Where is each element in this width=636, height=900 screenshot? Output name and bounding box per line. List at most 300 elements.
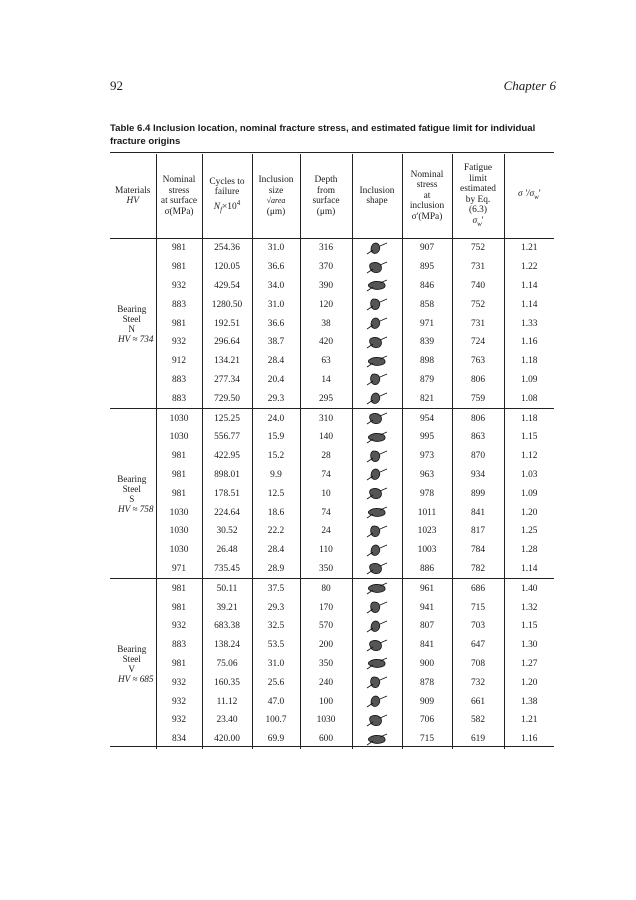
nominal-stress-cell: 932 [156,692,202,711]
inclusion-shape-icon [352,447,402,466]
table-top-rule [110,152,554,153]
table-label: Table 6.4 [110,123,151,134]
table-row [110,522,554,541]
inclusion-shape-icon [352,541,402,560]
fatigue-limit-cell: 724 [452,333,504,352]
nominal-stress-cell: 981 [156,579,202,598]
inclusion-sketch-icon [366,316,388,331]
inclusion-sketch-icon [366,713,388,728]
depth-cell: 140 [300,428,352,447]
table-row [110,484,554,503]
col-nominal-stress: Nominal stress at surface σ(MPa) [156,154,202,239]
nominal-stress-inclusion-cell: 841 [402,636,452,655]
fatigue-limit-cell: 731 [452,314,504,333]
inclusion-sketch-icon [366,675,388,690]
nominal-stress-cell: 981 [156,655,202,674]
cycles-cell: 134.21 [202,352,252,371]
material-label: HV ≈ 758 [118,503,154,514]
depth-cell: 63 [300,352,352,371]
ratio-cell: 1.14 [504,277,554,296]
fatigue-limit-cell: 784 [452,541,504,560]
inclusion-sketch-icon [366,335,388,350]
table-row [110,389,554,408]
inclusion-sketch-icon [366,581,388,596]
depth-cell: 10 [300,484,352,503]
inclusion-sketch-icon [366,297,388,312]
fatigue-limit-cell: 740 [452,277,504,296]
nominal-stress-cell: 1030 [156,503,202,522]
nominal-stress-inclusion-cell: 941 [402,598,452,617]
table-row [110,371,554,390]
inclusion-sketch-icon [366,467,388,482]
ratio-cell: 1.14 [504,560,554,579]
table-row [110,333,554,352]
table-row [110,560,554,579]
depth-cell: 110 [300,541,352,560]
inclusion-sketch-icon [366,694,388,709]
inclusion-size-cell: 37.5 [252,579,300,598]
table-row [110,409,554,428]
fatigue-limit-cell: 863 [452,428,504,447]
ratio-cell: 1.21 [504,239,554,258]
inclusion-shape-icon [352,466,402,485]
col-ratio: σ '$/\sigma_w$' [504,154,554,239]
inclusion-shape-icon [352,428,402,447]
inclusion-size-cell: 36.6 [252,258,300,277]
nominal-stress-inclusion-cell: 898 [402,352,452,371]
inclusion-shape-icon [352,258,402,277]
cycles-cell: 178.51 [202,484,252,503]
inclusion-sketch-icon [366,449,388,464]
depth-cell: 28 [300,447,352,466]
nominal-stress-inclusion-cell: 1003 [402,541,452,560]
fatigue-limit-cell: 763 [452,352,504,371]
inclusion-sketch-icon [366,505,388,520]
ratio-cell: 1.16 [504,333,554,352]
inclusion-size-cell: 69.9 [252,730,300,749]
inclusion-shape-icon [352,333,402,352]
fatigue-limit-cell: 934 [452,466,504,485]
nominal-stress-inclusion-cell: 978 [402,484,452,503]
inclusion-sketch-icon [366,524,388,539]
nominal-stress-cell: 932 [156,711,202,730]
nominal-stress-cell: 932 [156,617,202,636]
nominal-stress-inclusion-cell: 909 [402,692,452,711]
nominal-stress-cell: 883 [156,636,202,655]
fatigue-limit-cell: 752 [452,239,504,258]
nominal-stress-inclusion-cell: 954 [402,409,452,428]
inclusion-sketch-icon [366,732,388,747]
inclusion-shape-icon [352,522,402,541]
ratio-cell: 1.27 [504,655,554,674]
fatigue-limit-cell: 686 [452,579,504,598]
table-row [110,352,554,371]
fatigue-limit-cell: 619 [452,730,504,749]
nominal-stress-inclusion-cell: 907 [402,239,452,258]
depth-cell: 420 [300,333,352,352]
ratio-cell: 1.33 [504,314,554,333]
cycles-cell: 50.11 [202,579,252,598]
inclusion-sketch-icon [366,619,388,634]
inclusion-shape-icon [352,503,402,522]
table-row [110,314,554,333]
depth-cell: 200 [300,636,352,655]
depth-cell: 310 [300,409,352,428]
ratio-cell: 1.16 [504,730,554,749]
cycles-cell: 1280.50 [202,295,252,314]
inclusion-sketch-icon [366,486,388,501]
depth-cell: 38 [300,314,352,333]
inclusion-shape-icon [352,579,402,598]
chapter-title: Chapter 6 [503,78,556,93]
inclusion-sketch-icon [366,638,388,653]
inclusion-size-cell: 31.0 [252,655,300,674]
col-inclusion-shape: Inclusion shape [352,154,402,239]
inclusion-shape-icon [352,239,402,258]
inclusion-table [110,154,554,749]
cycles-cell: 26.48 [202,541,252,560]
nominal-stress-cell: 1030 [156,428,202,447]
nominal-stress-inclusion-cell: 963 [402,466,452,485]
col-nominal-stress-inclusion: Nominal stress at inclusion σ'(MPa) [402,154,452,239]
ratio-cell: 1.21 [504,711,554,730]
cycles-cell: 120.05 [202,258,252,277]
inclusion-shape-icon [352,409,402,428]
inclusion-shape-icon [352,673,402,692]
depth-cell: 370 [300,258,352,277]
fatigue-limit-cell: 732 [452,673,504,692]
inclusion-sketch-icon [366,561,388,576]
depth-cell: 24 [300,522,352,541]
material-cell [110,579,156,749]
fatigue-limit-cell: 899 [452,484,504,503]
material-label: N [128,323,136,334]
depth-cell: 316 [300,239,352,258]
nominal-stress-cell: 1030 [156,541,202,560]
depth-cell: 1030 [300,711,352,730]
table-row [110,673,554,692]
cycles-cell: 422.95 [202,447,252,466]
inclusion-shape-icon [352,655,402,674]
inclusion-size-cell: 100.7 [252,711,300,730]
table-row [110,295,554,314]
table-row [110,692,554,711]
inclusion-size-cell: 31.0 [252,239,300,258]
inclusion-size-cell: 53.5 [252,636,300,655]
nominal-stress-inclusion-cell: 973 [402,447,452,466]
fatigue-limit-cell: 715 [452,598,504,617]
ratio-cell: 1.22 [504,258,554,277]
fatigue-limit-cell: 817 [452,522,504,541]
nominal-stress-cell: 932 [156,333,202,352]
col-fatigue-limit: Fatigue limit estimated by Eq. (6.3) $\sigma_w'$ [452,154,504,239]
table-caption-text: Inclusion location, nominal fracture stress, and estimated fatigue limit for individual fracture origins [110,123,536,147]
depth-cell: 240 [300,673,352,692]
cycles-cell: 75.06 [202,655,252,674]
depth-cell: 14 [300,371,352,390]
nominal-stress-inclusion-cell: 839 [402,333,452,352]
depth-cell: 570 [300,617,352,636]
table-bottom-rule [110,746,554,747]
col-cycles: Cycles to failure $N_f\times 10^4$ [202,154,252,239]
inclusion-size-cell: 32.5 [252,617,300,636]
table-row [110,277,554,296]
material-cell [110,239,156,409]
nominal-stress-inclusion-cell: 821 [402,389,452,408]
ratio-cell: 1.08 [504,389,554,408]
material-label: Steel [122,313,141,324]
inclusion-shape-icon [352,371,402,390]
table-row [110,447,554,466]
nominal-stress-cell: 912 [156,352,202,371]
ratio-cell: 1.38 [504,692,554,711]
nominal-stress-inclusion-cell: 807 [402,617,452,636]
nominal-stress-inclusion-cell: 1011 [402,503,452,522]
inclusion-size-cell: 28.9 [252,560,300,579]
ratio-cell: 1.15 [504,428,554,447]
table-row [110,503,554,522]
fatigue-limit-cell: 806 [452,371,504,390]
ratio-cell: 1.30 [504,636,554,655]
cycles-cell: 729.50 [202,389,252,408]
fatigue-limit-cell: 752 [452,295,504,314]
inclusion-size-cell: 25.6 [252,673,300,692]
nominal-stress-inclusion-cell: 706 [402,711,452,730]
fatigue-limit-cell: 703 [452,617,504,636]
ratio-cell: 1.03 [504,466,554,485]
inclusion-sketch-icon [366,391,388,406]
col-materials: Materials HV [110,154,156,239]
nominal-stress-cell: 1030 [156,522,202,541]
inclusion-size-cell: 38.7 [252,333,300,352]
cycles-cell: 429.54 [202,277,252,296]
ratio-cell: 1.18 [504,409,554,428]
inclusion-size-cell: 15.2 [252,447,300,466]
inclusion-size-cell: 22.2 [252,522,300,541]
nominal-stress-inclusion-cell: 971 [402,314,452,333]
fatigue-limit-cell: 731 [452,258,504,277]
inclusion-size-cell: 12.5 [252,484,300,503]
ratio-cell: 1.28 [504,541,554,560]
fatigue-limit-cell: 782 [452,560,504,579]
ratio-cell: 1.14 [504,295,554,314]
fatigue-limit-cell: 841 [452,503,504,522]
cycles-cell: 898.01 [202,466,252,485]
ratio-cell: 1.09 [504,371,554,390]
cycles-cell: 296.64 [202,333,252,352]
inclusion-sketch-icon [366,411,388,426]
nominal-stress-inclusion-cell: 879 [402,371,452,390]
ratio-cell: 1.20 [504,503,554,522]
depth-cell: 120 [300,295,352,314]
inclusion-shape-icon [352,692,402,711]
cycles-cell: 11.12 [202,692,252,711]
depth-cell: 600 [300,730,352,749]
cycles-cell: 683.38 [202,617,252,636]
cycles-cell: 254.36 [202,239,252,258]
table-row [110,541,554,560]
fatigue-limit-cell: 708 [452,655,504,674]
inclusion-size-cell: 29.3 [252,598,300,617]
material-label: Bearing [117,473,147,484]
fatigue-limit-cell: 870 [452,447,504,466]
fatigue-limit-cell: 582 [452,711,504,730]
cycles-cell: 420.00 [202,730,252,749]
inclusion-shape-icon [352,389,402,408]
inclusion-shape-icon [352,277,402,296]
inclusion-shape-icon [352,598,402,617]
inclusion-size-cell: 34.0 [252,277,300,296]
inclusion-size-cell: 47.0 [252,692,300,711]
inclusion-shape-icon [352,352,402,371]
inclusion-shape-icon [352,295,402,314]
ratio-cell: 1.32 [504,598,554,617]
inclusion-sketch-icon [366,372,388,387]
depth-cell: 295 [300,389,352,408]
inclusion-shape-icon [352,560,402,579]
depth-cell: 100 [300,692,352,711]
depth-cell: 350 [300,655,352,674]
inclusion-size-cell: 28.4 [252,352,300,371]
inclusion-sketch-icon [366,543,388,558]
cycles-cell: 23.40 [202,711,252,730]
cycles-cell: 277.34 [202,371,252,390]
ratio-cell: 1.15 [504,617,554,636]
nominal-stress-inclusion-cell: 900 [402,655,452,674]
material-label: HV ≈ 734 [118,333,154,344]
nominal-stress-inclusion-cell: 858 [402,295,452,314]
table-row [110,239,554,258]
ratio-cell: 1.18 [504,352,554,371]
nominal-stress-cell: 1030 [156,409,202,428]
inclusion-shape-icon [352,314,402,333]
nominal-stress-inclusion-cell: 995 [402,428,452,447]
cycles-cell: 125.25 [202,409,252,428]
depth-cell: 390 [300,277,352,296]
table-row [110,579,554,598]
material-label: V [128,663,136,674]
depth-cell: 170 [300,598,352,617]
cycles-cell: 556.77 [202,428,252,447]
nominal-stress-cell: 834 [156,730,202,749]
cycles-cell: 224.64 [202,503,252,522]
inclusion-sketch-icon [366,600,388,615]
table-row [110,428,554,447]
fatigue-limit-cell: 647 [452,636,504,655]
inclusion-size-cell: 24.0 [252,409,300,428]
nominal-stress-cell: 932 [156,277,202,296]
inclusion-sketch-icon [366,430,388,445]
nominal-stress-inclusion-cell: 846 [402,277,452,296]
material-label: Steel [122,483,141,494]
inclusion-size-cell: 31.0 [252,295,300,314]
nominal-stress-cell: 981 [156,239,202,258]
material-label: Bearing [117,303,147,314]
nominal-stress-inclusion-cell: 878 [402,673,452,692]
nominal-stress-cell: 981 [156,598,202,617]
nominal-stress-cell: 883 [156,295,202,314]
nominal-stress-inclusion-cell: 886 [402,560,452,579]
inclusion-sketch-icon [366,260,388,275]
material-label: Bearing [117,643,147,654]
inclusion-size-cell: 15.9 [252,428,300,447]
nominal-stress-cell: 883 [156,371,202,390]
depth-cell: 74 [300,466,352,485]
inclusion-sketch-icon [366,278,388,293]
inclusion-size-cell: 9.9 [252,466,300,485]
inclusion-size-cell: 18.6 [252,503,300,522]
ratio-cell: 1.09 [504,484,554,503]
cycles-cell: 30.52 [202,522,252,541]
col-depth: Depth from surface (μm) [300,154,352,239]
inclusion-size-cell: 28.4 [252,541,300,560]
nominal-stress-inclusion-cell: 1023 [402,522,452,541]
fatigue-limit-cell: 806 [452,409,504,428]
inclusion-size-cell: 36.6 [252,314,300,333]
inclusion-sketch-icon [366,241,388,256]
inclusion-sketch-icon [366,354,388,369]
material-label: S [129,493,135,504]
nominal-stress-cell: 981 [156,258,202,277]
cycles-cell: 160.35 [202,673,252,692]
cycles-cell: 735.45 [202,560,252,579]
cycles-cell: 138.24 [202,636,252,655]
nominal-stress-cell: 981 [156,447,202,466]
ratio-cell: 1.20 [504,673,554,692]
depth-cell: 74 [300,503,352,522]
nominal-stress-inclusion-cell: 715 [402,730,452,749]
inclusion-shape-icon [352,636,402,655]
nominal-stress-cell: 981 [156,314,202,333]
nominal-stress-inclusion-cell: 961 [402,579,452,598]
table-row [110,636,554,655]
inclusion-size-cell: 20.4 [252,371,300,390]
table-body [110,239,554,749]
table-caption [110,123,560,148]
fatigue-limit-cell: 661 [452,692,504,711]
ratio-cell: 1.25 [504,522,554,541]
material-label: HV ≈ 685 [118,673,154,684]
nominal-stress-cell: 883 [156,389,202,408]
cycles-cell: 192.51 [202,314,252,333]
ratio-cell: 1.40 [504,579,554,598]
depth-cell: 80 [300,579,352,598]
nominal-stress-cell: 971 [156,560,202,579]
table-row [110,258,554,277]
inclusion-shape-icon [352,484,402,503]
material-cell [110,409,156,579]
table-row [110,598,554,617]
inclusion-shape-icon [352,617,402,636]
nominal-stress-cell: 981 [156,466,202,485]
nominal-stress-cell: 932 [156,673,202,692]
inclusion-sketch-icon [366,656,388,671]
ratio-cell: 1.12 [504,447,554,466]
inclusion-shape-icon [352,711,402,730]
depth-cell: 350 [300,560,352,579]
cycles-cell: 39.21 [202,598,252,617]
table-row [110,466,554,485]
col-inclusion-size: Inclusion size √area (μm) [252,154,300,239]
table-row [110,711,554,730]
fatigue-limit-cell: 759 [452,389,504,408]
table-row [110,655,554,674]
material-label: Steel [122,653,141,664]
table-row [110,617,554,636]
header-row [110,154,554,239]
page-number: 92 [110,78,123,93]
nominal-stress-cell: 981 [156,484,202,503]
